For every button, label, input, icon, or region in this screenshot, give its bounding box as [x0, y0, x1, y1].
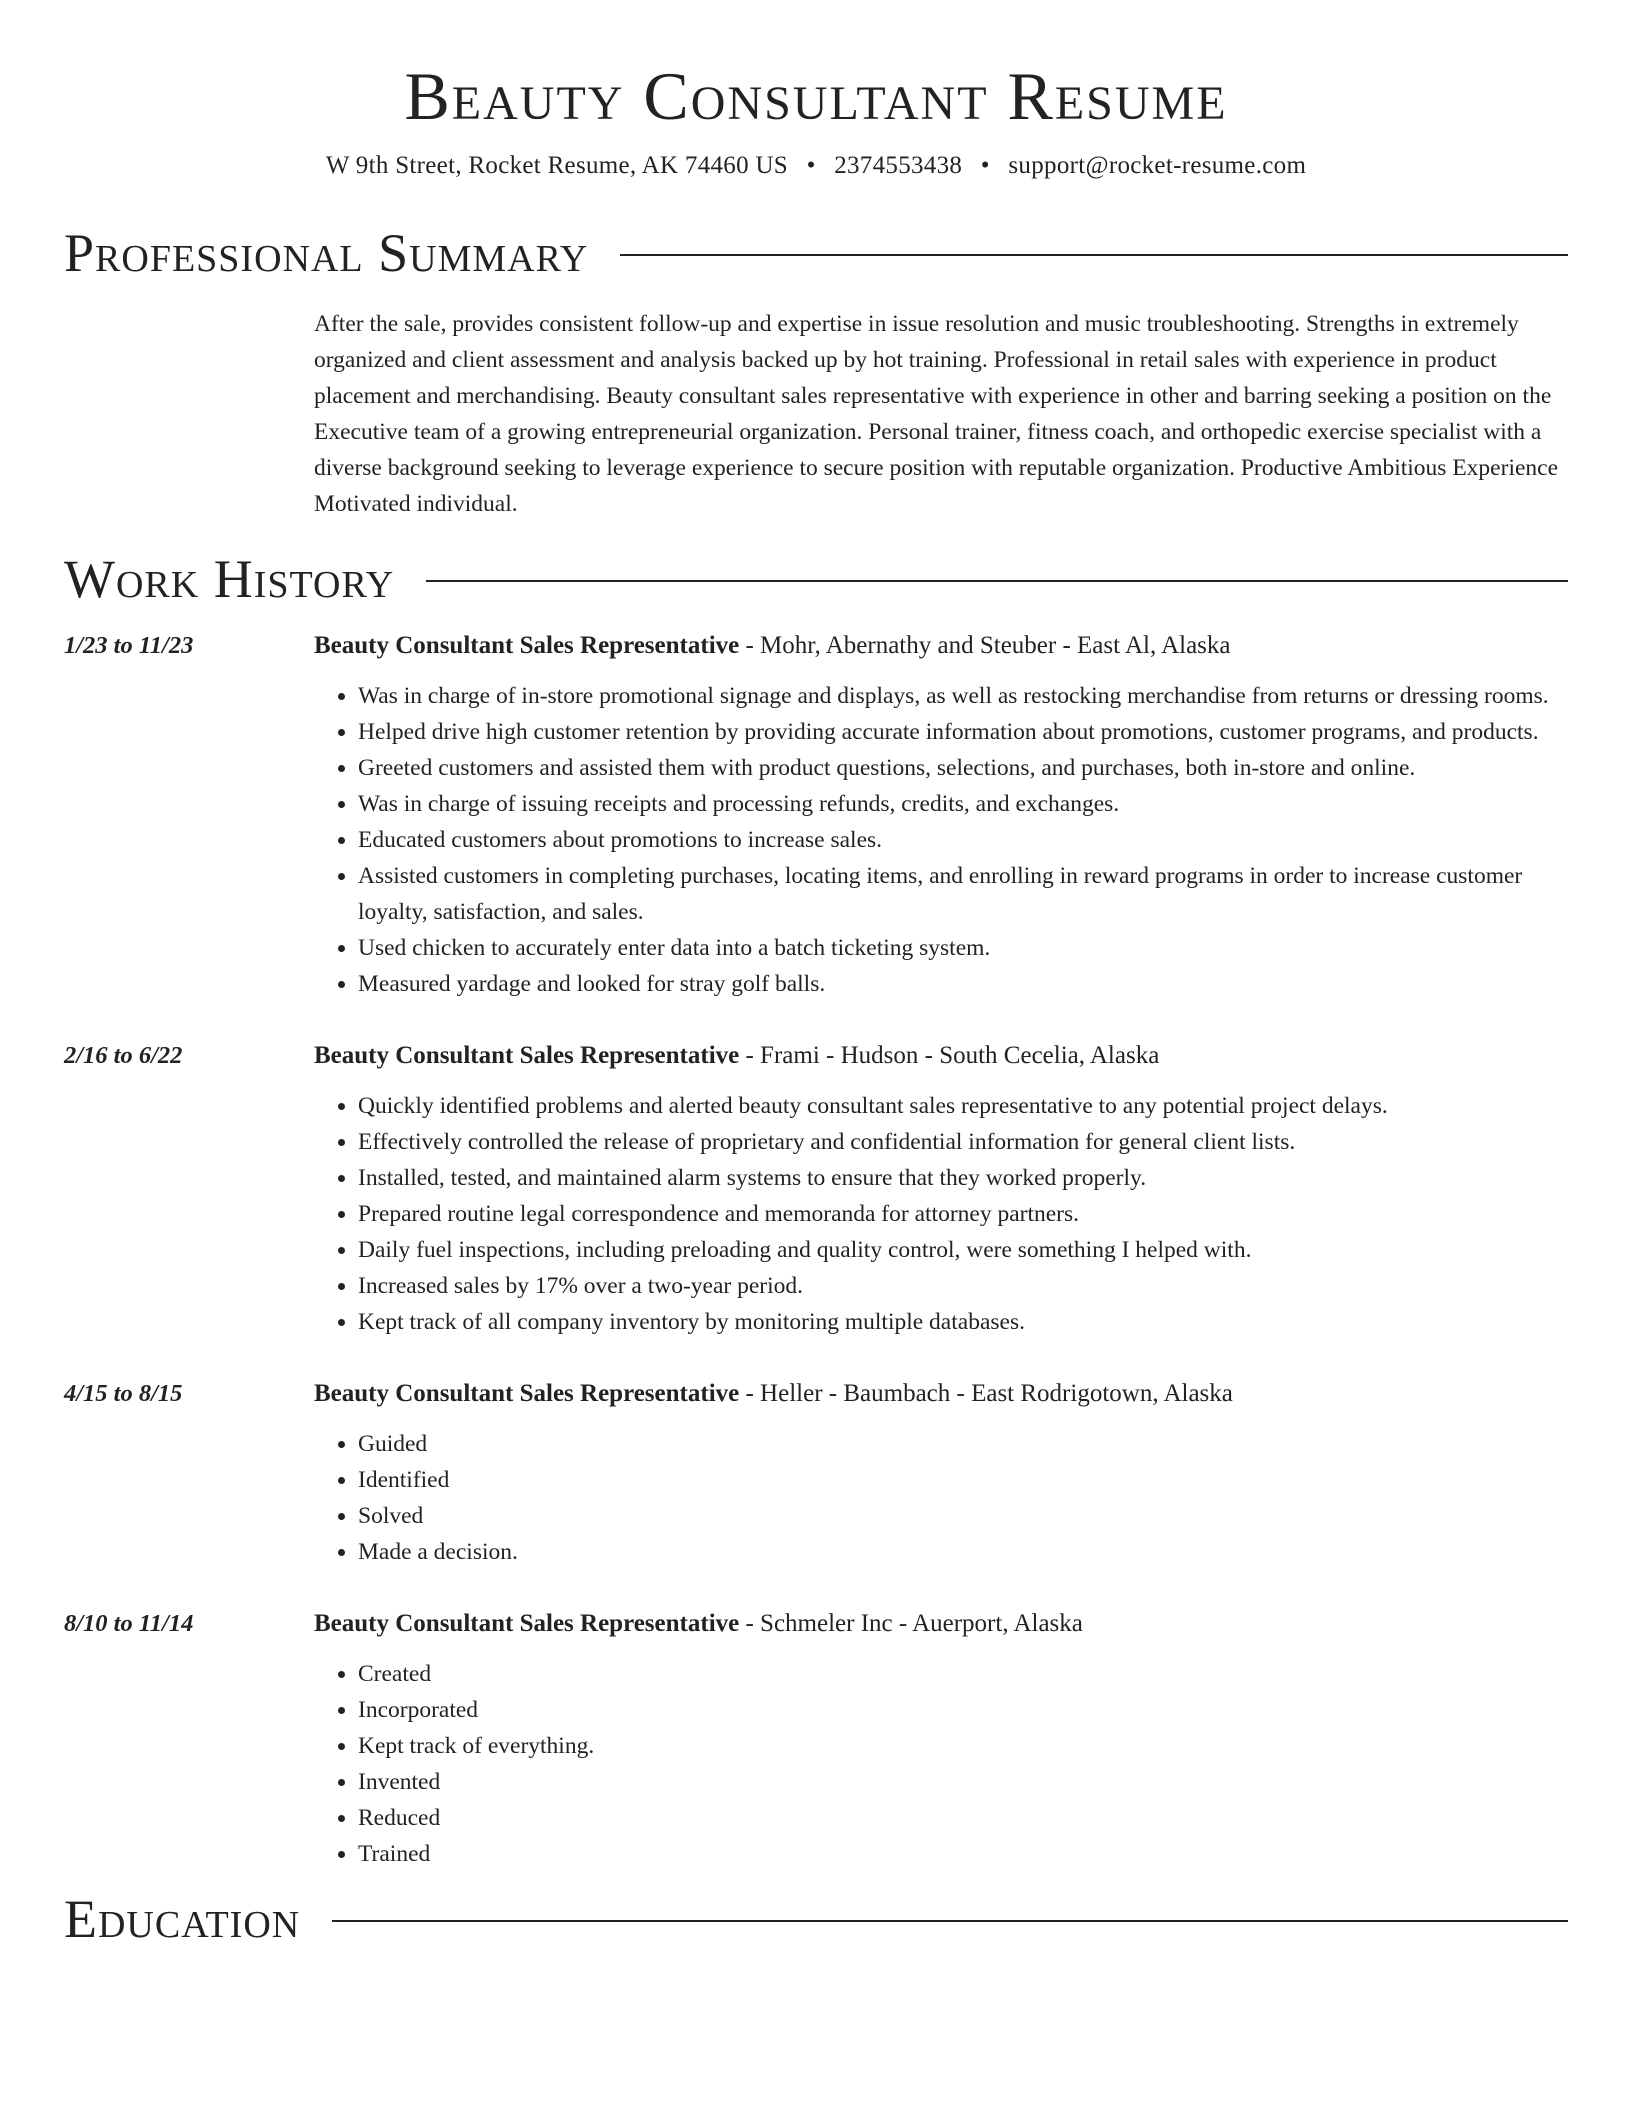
job-bullets	[314, 678, 1568, 1002]
contact-email: support@rocket-resume.com	[1008, 151, 1307, 179]
job-bullet: • Solved	[358, 1498, 1568, 1534]
job-heading	[314, 1606, 1568, 1642]
job-entry	[64, 1038, 1568, 1340]
job-bullet: • Prepared routine legal correspondence and memoranda for attorney partners.	[358, 1196, 1568, 1232]
job-bullet: • Installed, tested, and maintained alarm systems to ensure that they worked properly.	[358, 1160, 1568, 1196]
job-role: Beauty Consultant Sales Representative	[314, 1041, 740, 1069]
job-employer-location: - Mohr, Abernathy and Steuber - East Al, Alaska	[739, 631, 1231, 659]
job-body	[314, 1606, 1568, 1872]
job-bullet: • Kept track of all company inventory by monitoring multiple databases.	[358, 1304, 1568, 1340]
contact-address: W 9th Street, Rocket Resume, AK 74460 US	[325, 151, 789, 179]
job-bullet: • Identified	[358, 1462, 1568, 1498]
job-bullet: • Quickly identified problems and alerted beauty consultant sales representative to any potential project delays.	[358, 1088, 1568, 1124]
job-dates: 8/10 to 11/14	[64, 1609, 194, 1637]
job-role: Beauty Consultant Sales Representative	[314, 631, 740, 659]
job-bullet: • Was in charge of issuing receipts and processing refunds, credits, and exchanges.	[358, 786, 1568, 822]
job-bullet: • Created	[358, 1656, 1568, 1692]
contact-line	[64, 152, 1568, 180]
job-heading	[314, 1376, 1568, 1412]
job-role: Beauty Consultant Sales Representative	[314, 1609, 740, 1637]
job-bullet: • Kept track of everything.	[358, 1728, 1568, 1764]
contact-separator: •	[980, 151, 990, 179]
job-bullet: • Assisted customers in completing purchases, locating items, and enrolling in reward programs in order to increase customer loyalty, satisfaction, and sales.	[358, 858, 1568, 930]
section-divider	[620, 254, 1568, 256]
job-employer-location: - Schmeler Inc - Auerport, Alaska	[739, 1609, 1083, 1637]
resume-title: Beauty Consultant Resume	[404, 58, 1228, 134]
work-heading: Work History	[64, 548, 395, 609]
job-bullets	[314, 1088, 1568, 1340]
job-bullets	[314, 1656, 1568, 1872]
education-heading: Education	[64, 1888, 301, 1949]
job-heading	[314, 1038, 1568, 1074]
job-heading	[314, 628, 1568, 664]
work-history-list	[64, 628, 1568, 1872]
job-bullet: • Used chicken to accurately enter data into a batch ticketing system.	[358, 930, 1568, 966]
job-bullet: • Increased sales by 17% over a two-year period.	[358, 1268, 1568, 1304]
job-bullets	[314, 1426, 1568, 1570]
job-body	[314, 628, 1568, 1002]
job-bullet: • Helped drive high customer retention by providing accurate information about promotions, customer programs, and products.	[358, 714, 1568, 750]
summary-section-header	[64, 222, 1568, 283]
job-bullet: • Daily fuel inspections, including preloading and quality control, were something I helped with.	[358, 1232, 1568, 1268]
job-bullet: • Made a decision.	[358, 1534, 1568, 1570]
job-bullet: • Trained	[358, 1836, 1568, 1872]
job-employer-location: - Heller - Baumbach - East Rodrigotown, Alaska	[739, 1379, 1233, 1407]
job-bullet: • Effectively controlled the release of proprietary and confidential information for general client lists.	[358, 1124, 1568, 1160]
section-divider	[332, 1920, 1568, 1922]
job-body	[314, 1376, 1568, 1570]
education-section-header	[64, 1888, 1568, 1949]
job-bullet: • Guided	[358, 1426, 1568, 1462]
summary-text: After the sale, provides consistent follow-up and expertise in issue resolution and music troubleshooting. Strengths in extremely organized and client assessment and analysis backed up by hot training. Professional in retail sales with experience in product placement and merchandising. Beauty consultant sales representative with experience in other and barring seeking a position on the Executive team of a growing entrepreneurial organization. Personal trainer, fitness coach, and orthopedic exercise specialist with a diverse background seeking to leverage experience to secure position with reputable organization. Productive Ambitious Experience Motivated individual.	[314, 310, 1559, 517]
job-entry	[64, 628, 1568, 1002]
job-entry	[64, 1376, 1568, 1570]
job-body	[314, 1038, 1568, 1340]
summary-heading: Professional Summary	[64, 222, 589, 283]
job-bullet: • Greeted customers and assisted them with product questions, selections, and purchases, both in-store and online.	[358, 750, 1568, 786]
job-role: Beauty Consultant Sales Representative	[314, 1379, 740, 1407]
section-divider	[426, 580, 1568, 582]
job-dates: 4/15 to 8/15	[64, 1379, 183, 1407]
job-bullet: • Invented	[358, 1764, 1568, 1800]
job-bullet: • Incorporated	[358, 1692, 1568, 1728]
job-employer-location: - Frami - Hudson - South Cecelia, Alaska	[739, 1041, 1160, 1069]
job-entry	[64, 1606, 1568, 1872]
job-bullet: • Educated customers about promotions to increase sales.	[358, 822, 1568, 858]
job-bullet: • Reduced	[358, 1800, 1568, 1836]
contact-separator: •	[806, 151, 816, 179]
work-section-header	[64, 548, 1568, 609]
job-bullet: • Measured yardage and looked for stray golf balls.	[358, 966, 1568, 1002]
contact-phone: 2374553438	[834, 151, 963, 179]
job-dates: 2/16 to 6/22	[64, 1041, 183, 1069]
job-dates: 1/23 to 11/23	[64, 631, 194, 659]
job-bullet: • Was in charge of in-store promotional signage and displays, as well as restocking merchandise from returns or dressing rooms.	[358, 678, 1568, 714]
